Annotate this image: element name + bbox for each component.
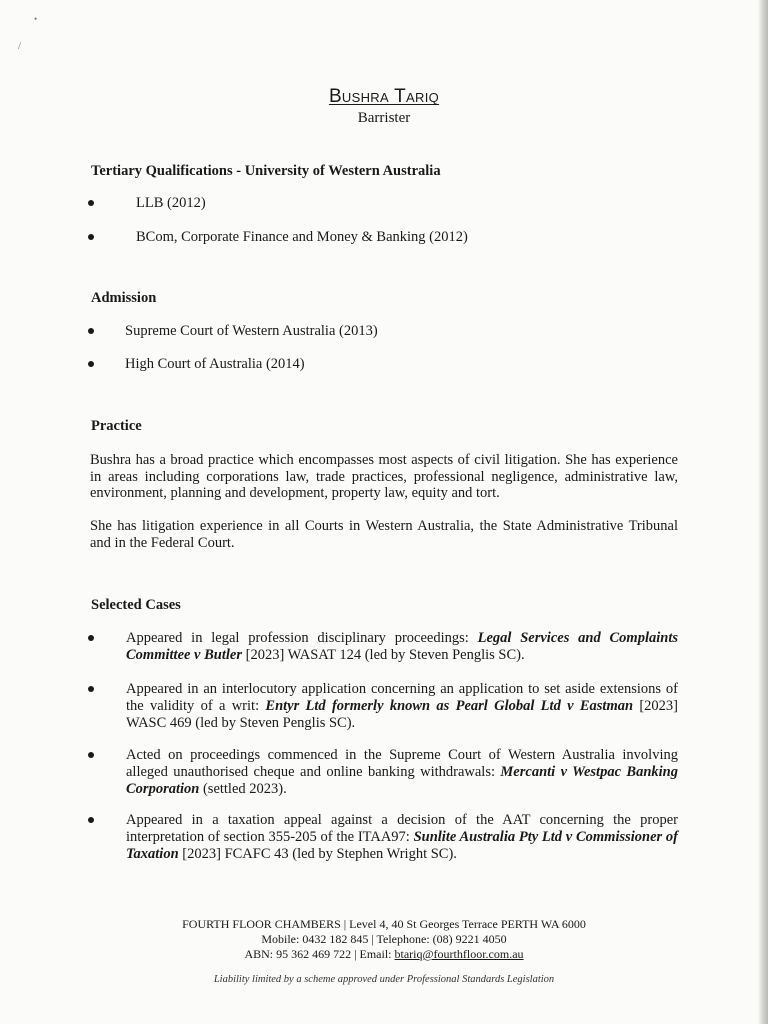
case-text: Appeared in legal profession disciplinary proceedings: Legal Services and Complaints Committee v Butler [2023] WASAT 124 (led by Steven Penglis SC). [126, 630, 679, 663]
case-text: Appeared in a taxation appeal against a decision of the AAT concerning the proper interpretation of section 355-205 of the ITAA97: Sunlite Australia Pty Ltd v Commissioner of Taxation [2023] FCAFC 43 (led by Stephen Wright SC). [126, 812, 678, 862]
liability-notice: Liability limited by a scheme approved under Professional Standards Legislation [213, 974, 555, 985]
practice-heading: Practice [91, 418, 142, 434]
admission-text: High Court of Australia (2014) [125, 356, 305, 372]
case-name: Entyr Ltd formerly known as Pearl Global Ltd v Eastman [265, 698, 634, 714]
qualifications-heading: Tertiary Qualifications - University of Western Australia [91, 163, 441, 179]
document-header [0, 86, 768, 127]
scan-edge [758, 0, 768, 1024]
qualification-text: LLB (2012) [136, 195, 206, 211]
cases-heading: Selected Cases [91, 597, 181, 613]
email-link[interactable]: btariq@fourthfloor.com.au [394, 947, 524, 961]
practice-paragraph: Bushra has a broad practice which encompasses most aspects of civil litigation. She has experience in areas including corporations law, trade practices, professional negligence, administrative law, environment, planning and development, property law, equity and tort. [90, 452, 678, 501]
bullet-icon [88, 686, 94, 692]
author-role: Barrister [357, 110, 411, 126]
case-text: Appeared in an interlocutory application concerning an application to set aside extensions of the validity of a writ: Entyr Ltd formerly known as Pearl Global Ltd v Eastman [2023] WASC 469 (led by Steven Penglis SC). [126, 681, 679, 731]
author-name: Bushra Tariq [328, 86, 440, 107]
bullet-icon [88, 200, 94, 206]
footer-address: FOURTH FLOOR CHAMBERS | Level 4, 40 St Georges Terrace PERTH WA 6000 [182, 917, 586, 931]
bullet-icon [88, 361, 94, 367]
scan-speck: • [34, 14, 38, 24]
qualification-text: BCom, Corporate Finance and Money & Banking (2012) [136, 229, 468, 245]
bullet-icon [88, 234, 94, 240]
admission-heading: Admission [91, 290, 157, 306]
admission-text: Supreme Court of Western Australia (2013) [125, 323, 378, 339]
bullet-icon [88, 328, 94, 334]
case-text: Acted on proceedings commenced in the Supreme Court of Western Australia involving alleged unauthorised cheque and online banking withdrawals: Mercanti v Westpac Banking Corporation (settled 2023). [126, 747, 678, 797]
bullet-icon [88, 635, 94, 641]
footer-abn: ABN: 95 362 469 722 | Email: btariq@fourthfloor.com.au [244, 947, 524, 961]
case-name: Mercanti v Westpac Banking Corporation [126, 764, 678, 797]
practice-paragraph: She has litigation experience in all Courts in Western Australia, the State Administrative Tribunal and in the Federal Court. [90, 518, 678, 551]
footer-phone: Mobile: 0432 182 845 | Telephone: (08) 9221 4050 [261, 932, 507, 946]
case-name: Legal Services and Complaints Committee v Butler [126, 630, 679, 663]
case-name: Sunlite Australia Pty Ltd v Commissioner of Taxation [126, 829, 678, 862]
scan-mark: / [18, 40, 22, 52]
bullet-icon [88, 817, 94, 823]
bullet-icon [88, 752, 94, 758]
